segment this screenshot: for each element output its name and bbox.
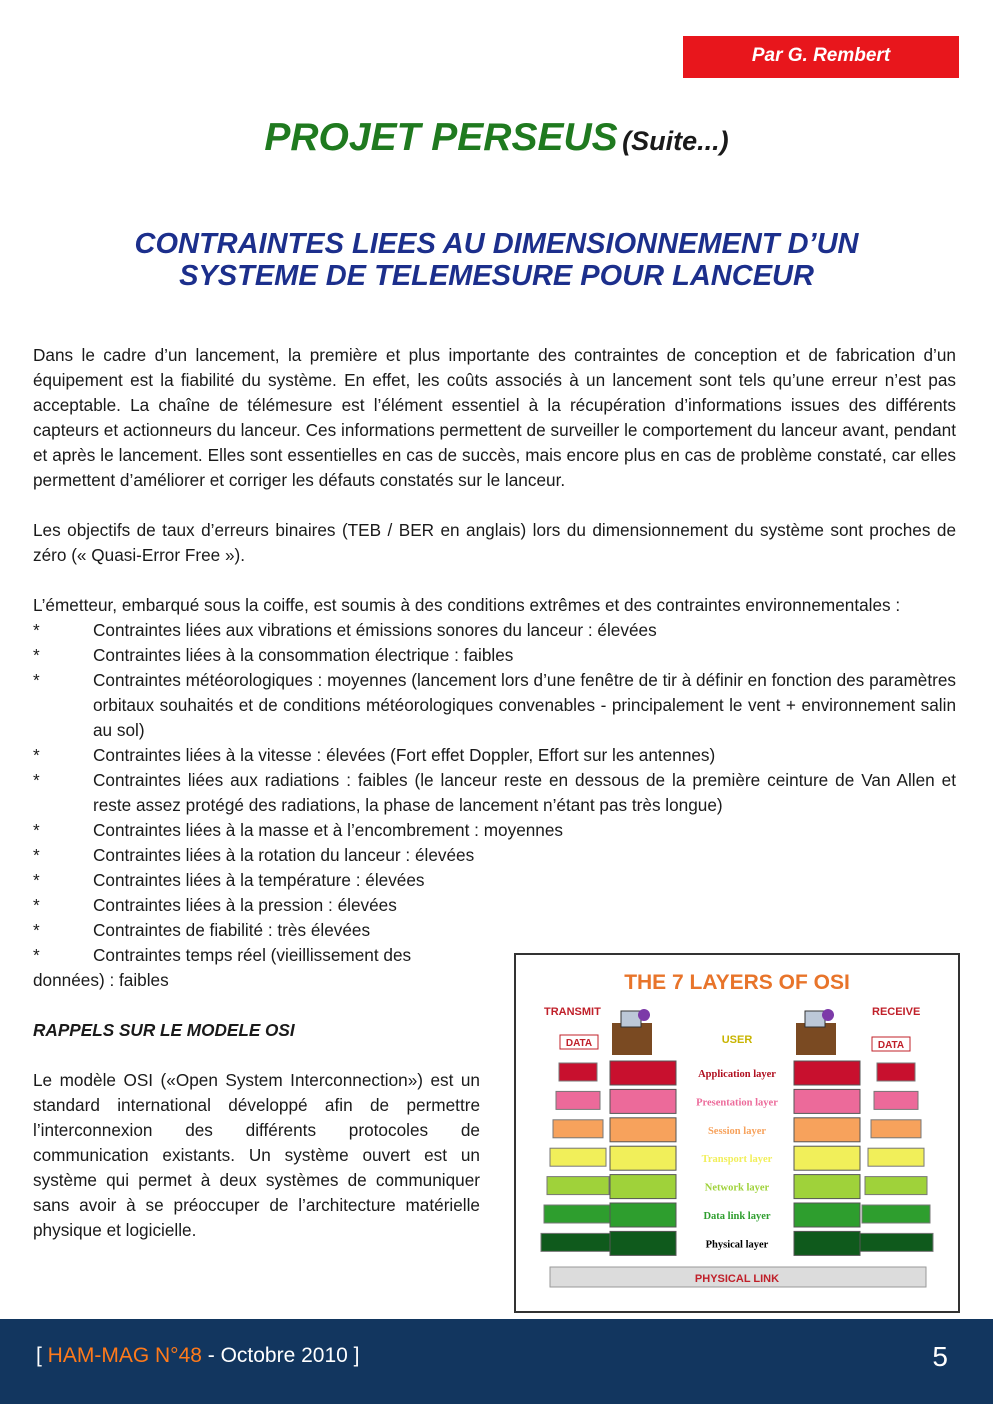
bullet-item: * Contraintes liées à la température : élevées xyxy=(33,870,425,890)
osi-layer-block-left xyxy=(610,1118,676,1142)
osi-transmit-step xyxy=(544,1205,612,1223)
author-badge: Par G. Rembert xyxy=(683,36,959,78)
osi-layers-figure xyxy=(514,953,960,1313)
osi-transmit-step xyxy=(541,1233,615,1251)
osi-layer-block-right xyxy=(794,1231,860,1255)
paragraph-osi: Le modèle OSI («Open System Interconnection») est un standard international développé afin de permettre l’interconnexion des différents protocoles de communication existants. Un système ouvert est un système qui permet à deux systèmes de communiquer sans avoir à se préoccuper de l’architecture matérielle physique et logicielle. xyxy=(33,1070,480,1240)
osi-receive-step xyxy=(859,1233,933,1251)
osi-layer-label: Session layer xyxy=(707,1125,767,1137)
osi-layer-block-left xyxy=(610,1175,676,1199)
osi-layer-label: Application layer xyxy=(698,1069,776,1080)
bullet-item: * Contraintes liées à la consommation électrique : faibles xyxy=(33,645,514,665)
osi-data-label-left: DATA xyxy=(565,1038,593,1049)
subtitle-line-2: SYSTEME DE TELEMESURE POUR LANCEUR xyxy=(179,260,814,292)
osi-layer-block-left xyxy=(610,1203,676,1227)
subtitle-line-1: CONTRAINTES LIEES AU DIMENSIONNEMENT D’UN xyxy=(134,228,859,260)
osi-layer-block-right xyxy=(794,1146,860,1170)
osi-receive-label: RECEIVE xyxy=(872,1006,921,1018)
page-title xyxy=(0,116,993,160)
page-number: 5 xyxy=(932,1341,948,1372)
osi-receive-step xyxy=(862,1205,930,1223)
osi-layer-block-right xyxy=(794,1089,860,1113)
osi-layer-label: Data link layer xyxy=(703,1211,771,1222)
osi-layer-block-left xyxy=(610,1089,676,1113)
section-heading: RAPPELS SUR LE MODELE OSI xyxy=(33,1020,295,1040)
osi-transmit-label: TRANSMIT xyxy=(544,1006,601,1018)
osi-receive-step xyxy=(865,1177,927,1195)
bullet-item: * Contraintes de fiabilité : très élevées xyxy=(33,920,371,940)
bullet-item: * Contraintes temps réel (vieillissement des xyxy=(33,945,412,965)
osi-receive-step xyxy=(871,1120,921,1138)
bullet-item-continuation: données) : faibles xyxy=(33,970,169,990)
osi-layer-label: Presentation layer xyxy=(696,1097,778,1109)
title-suite: (Suite...) xyxy=(622,126,729,156)
osi-layer-label: Network layer xyxy=(704,1182,770,1194)
paragraph-intro: Dans le cadre d’un lancement, la première et plus importante des contraintes de conception et de fabrication d’un équipement est la fiabilité du système. En effet, les coûts associés à un lancement sont tels qu’une erreur n’est pas acceptable. La chaîne de télémesure est l’élément essentiel à la récupération d’informations issues des différents capteurs et actionneurs du lanceur. Ces informations permettent de surveiller le comportement du lanceur avant, pendant et après le lancement. Elles sont essentielles en cas de succès, mais encore plus en cas de problème constaté, car elles permettent d’améliorer et corriger les défauts constatés sur le lanceur. xyxy=(33,345,956,490)
bullet-item: * Contraintes liées à la masse et à l’encombrement : moyennes xyxy=(33,820,564,840)
osi-transmit-step xyxy=(547,1177,609,1195)
osi-data-label-right: DATA xyxy=(877,1040,905,1051)
osi-title: THE 7 LAYERS OF OSI xyxy=(624,971,850,994)
bullet-item: * Contraintes liées à la vitesse : élevées (Fort effet Doppler, Effort sur les antennes) xyxy=(33,745,716,765)
bullet-item: * Contraintes liées à la pression : élevées xyxy=(33,895,397,915)
osi-transmit-step xyxy=(550,1148,606,1166)
footer-issue: [ HAM-MAG N°48 - Octobre 2010 ] xyxy=(36,1344,360,1367)
osi-physical-link-label: PHYSICAL LINK xyxy=(694,1273,780,1285)
paragraph-emitter: L’émetteur, embarqué sous la coiffe, est soumis à des conditions extrêmes et des contraintes environnementales : xyxy=(33,595,901,615)
osi-transmit-step xyxy=(559,1063,597,1081)
osi-transmit-step xyxy=(556,1091,600,1109)
osi-receive-step xyxy=(874,1091,918,1109)
osi-layer-block-left xyxy=(610,1061,676,1085)
bullet-item: * Contraintes météorologiques : moyennes (lancement lors d’une fenêtre de tir à définir en fonction des paramètres orbitaux souhaités et de conditions météorologiques convenables - principalement le vent + environnement salin au sol) xyxy=(33,670,956,740)
osi-transmit-step xyxy=(553,1120,603,1138)
page-footer xyxy=(0,1319,993,1404)
osi-layer-block-right xyxy=(794,1203,860,1227)
osi-receive-step xyxy=(877,1063,915,1081)
paragraph-ber: Les objectifs de taux d’erreurs binaires (TEB / BER en anglais) lors du dimensionnement du système sont proches de zéro (« Quasi-Error Free »). xyxy=(33,520,956,565)
osi-layer-label: Physical layer xyxy=(705,1239,769,1251)
osi-receive-step xyxy=(868,1148,924,1166)
title-main: PROJET PERSEUS xyxy=(264,116,618,159)
article-subtitle xyxy=(40,228,953,292)
bullet-item: * Contraintes liées à la rotation du lanceur : élevées xyxy=(33,845,475,865)
osi-layer-block-right xyxy=(794,1175,860,1199)
osi-user-label: USER xyxy=(721,1034,753,1046)
bullet-item: * Contraintes liées aux radiations : faibles (le lanceur reste en dessous de la première ceinture de Van Allen et reste assez protégé des radiations, la phase de lancement n’étant pas très longue) xyxy=(33,770,956,815)
computer-icon xyxy=(796,1009,836,1055)
osi-layer-block-left xyxy=(610,1146,676,1170)
osi-layer-block-left xyxy=(610,1231,676,1255)
osi-layer-block-right xyxy=(794,1118,860,1142)
osi-layer-block-right xyxy=(794,1061,860,1085)
osi-layer-label: Transport layer xyxy=(701,1154,773,1166)
bullet-item: * Contraintes liées aux vibrations et émissions sonores du lanceur : élevées xyxy=(33,620,657,640)
computer-icon xyxy=(612,1009,652,1055)
